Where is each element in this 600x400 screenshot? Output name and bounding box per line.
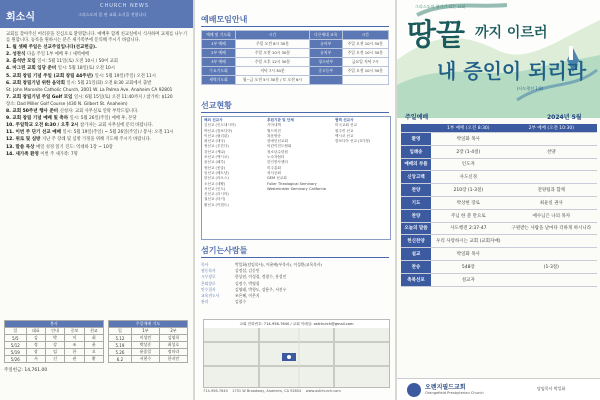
prayer-table [108,320,188,363]
order-value: 전양팀과 함께 [506,184,597,197]
list-item: 서선교 (인도) [204,186,226,191]
cover-tagline: 그리스도의 향기가 되는 교회 [415,4,466,9]
list-item: 한선교 (라오스) [204,176,229,181]
news-item-text: 다음 주일 1부 예배 후 / 새벽예배 [27,52,90,58]
news-item [6,88,188,94]
table-row [202,67,389,76]
table-cell: 5/19 [5,349,27,356]
service-label: 주일예배 [405,114,429,121]
news-item-heading: 12. 위로 및 심방 [6,137,42,143]
table-cell: 5.12 [109,335,132,342]
order-value: 찬양 [506,145,597,158]
church-map [203,319,390,388]
list-item: 청소년수련원 [267,149,288,154]
table-cell: 시간 [235,31,309,40]
news-item-text: 일시: 5월 21일(화) 오전 8:30 교회에서 출발 [66,80,152,86]
table-cell: 주일 오전 8시 30분 [235,40,309,49]
news-item [6,109,188,115]
order-header [401,124,597,133]
staff-names: 한상현, 이성철, 정광수, 홍성인 [235,274,287,280]
order-of-worship [401,124,597,287]
staff-role: 교육전도사 [201,293,220,299]
table-cell: 서 [26,356,45,363]
order-row [401,158,597,171]
news-item-text: 일시: 5월 19일(주일) 오전 11시 [94,73,156,79]
staff-role: 안수집사 [201,286,216,292]
order-label: 예배의 부름 [401,158,431,171]
order-value [506,235,597,248]
list-item: 윤선교 (페루) [204,160,226,165]
volunteer-table-header [5,328,104,335]
list-item: 박선교 (캄보디아) [204,128,233,133]
order-value: 인도자 [431,158,506,171]
table-cell: 박 [45,335,64,342]
mission-rule [201,112,389,113]
order-value [506,273,597,286]
list-item: 강선교 (케냐) [204,149,226,154]
order-label: 환영 [401,133,431,146]
news-item-text: 장소: Dad Miller Golf Course (430 N. Gilbert St. Anaheim) [6,101,128,107]
mission-column-title: 협력 선교사 [335,118,354,122]
order-label: 찬송 [401,260,431,273]
order-value: 210장 (1-3절) [431,184,506,197]
mission-title: 선교현황 [201,101,232,110]
order-row [401,273,597,286]
list-item: 신선교 (러시아) [204,192,229,197]
list-item: 미주총회 [267,165,281,170]
table-row [5,335,104,342]
news-item-text: 이번 주 새가족: 7명 [40,151,78,157]
table-row [202,40,389,49]
list-item: 복음방송 [267,133,281,138]
news-item-heading: 3. 출석반 모임 [6,59,38,65]
table-row [5,342,104,349]
news-item-heading: 7. 교회 창립기념 주일 Golf 모임 [6,94,74,100]
news-item-heading: 8. 교회 50주년 행사 준비 [6,109,60,115]
service-tables [4,320,190,373]
order-row [401,248,597,261]
list-item: 장선교 (몽골) [204,165,226,170]
table-header-cell: 2부 [159,328,187,335]
list-item: 권선교 (터키) [204,197,226,202]
news-item [6,45,188,51]
table-cell: 윤종일 [131,349,159,356]
table-cell: 1부 예배 [202,40,236,49]
order-value: 548장 [431,260,506,273]
table-cell: 황 [84,356,103,363]
order-value: 주님 한 분 만으로 [431,209,506,222]
table-cell: 수요기도회 [202,67,236,76]
order-value: (1-3절) [506,260,597,273]
table-cell: 주일 오전 10시 30분 [342,40,388,49]
worship-title: 예배모임안내 [201,15,248,24]
table-cell: 권 [65,356,84,363]
prayer-table-title: 주일예배 기도 [109,321,188,328]
table-cell [310,76,343,85]
order-value: 최윤실 권사 [506,196,597,209]
table-cell: 김영희 [159,335,187,342]
list-item: 정선교 (우간다) [204,144,229,149]
table-cell: 유아부 [310,40,343,49]
cover-title-small: 까지 이르러 [475,25,548,41]
news-item [6,66,188,72]
table-cell: 이성민 [131,335,159,342]
order-value: 우리 사랑하시는 교회 (교회자매) [431,235,506,248]
order-value [506,158,597,171]
news-item-text: 지난 주 장례 및 심방 가정을 위해 기도해 주시기 바랍니다. [41,137,152,143]
table-cell: 5/26 [5,356,27,363]
mission-column-partners [335,118,370,144]
table-cell: 5/12 [5,342,27,349]
staff-role: 목사 [201,262,209,267]
news-title: 회소식 [6,12,35,23]
list-item: Westminster Seminary California [267,186,327,191]
staff-role: 협동목사 [201,268,216,274]
table-cell: 강 [45,342,64,349]
list-item: 기아대책 [267,123,281,128]
order-row [401,209,597,222]
list-item: Fuller Theological Seminary [267,181,317,186]
order-value: 설교자 [431,273,506,286]
cover-title-second: 내 증인이 되리라 [437,59,587,83]
table-cell: 김 [26,335,45,342]
staff-names: 김철수 [235,299,247,305]
volunteer-table [4,320,104,363]
cover-hero [397,0,600,118]
offering-value: 14,761.00 [24,368,48,373]
footer-website: www.osfchurch.com [305,389,341,393]
staff-list [201,262,391,305]
church-footer [397,378,600,400]
table-header-cell: 일 [109,328,132,335]
list-item: 어린이전도협회 [267,144,292,149]
mission-column-overseas [204,118,236,208]
order-value: 박일화 목사 [431,248,506,261]
staff-role: 은퇴장로 [201,280,216,286]
table-cell: 3부 예배 [202,58,236,67]
news-item [6,152,188,158]
table-header-cell: 일 [5,328,27,335]
news-item-text: 일시: 5월 11일(토) 오전 10시 / 50여 교회 [37,59,118,65]
news-item [6,145,188,151]
table-cell: 한지민 [159,356,187,363]
mission-column-organizations [267,118,326,192]
mission-column-title: 해외 선교사 [204,118,223,122]
table-cell: 조 [65,342,84,349]
table-cell: 5.26 [109,349,132,356]
order-row [401,145,597,158]
offering-label: 주일헌금: [4,368,23,373]
order-header-cell: 2부 예배 (오전 10:30) [506,124,597,133]
staff-names: 김영태, 박형도, 강용주, 서진우 [235,286,287,292]
order-header-cell: 1부 예배 (오전 8:30) [431,124,506,133]
list-item: 임선교 (베트남) [204,170,229,175]
service-date: 2024년 5월 [547,114,582,121]
table-cell: 신 [45,356,64,363]
table-cell: 주일 오전 10시 30분 [342,49,388,58]
footer-phone: 714-956-7640 [203,389,228,393]
table-row [5,356,104,363]
news-list [6,32,188,159]
order-header-cell [401,124,431,133]
order-value: 2장 (1-4절) [431,145,506,158]
table-cell: 6.2 [109,356,132,363]
staff-names: 조은혜, 이은지 [235,293,260,299]
staff-names: 김정섭, 김동민 [235,268,260,274]
news-subtitle: 그리스도의 몸 된 교회 소식을 전합니다 [78,12,147,17]
news-item [6,59,188,65]
order-row [401,184,597,197]
news-item-heading: 14. 새가족 환영 [6,151,41,157]
table-cell: 임 [45,349,64,356]
table-cell: 서현수 [131,356,159,363]
staff-title: 섬기는사람들 [201,246,248,255]
table-row [202,58,389,67]
church-contact-line: 교회 전화번호: 714-956-7640 / 교회 이메일: osfchurch@gmail.com [204,320,389,329]
table-cell: 이 [65,335,84,342]
order-value: 예수님은 나의 목자 [506,209,597,222]
table-header-cell: 중보 [65,328,84,335]
news-item-heading: 4. 마그린 교회 입당 준비 [6,66,58,72]
footer-address: 1751 W Broadway, Anaheim, CA 92804 [232,389,302,393]
news-item [6,130,188,136]
news-item [6,81,188,87]
order-label: 오늘의 말씀 [401,222,431,235]
staff-rule [201,257,389,258]
order-row [401,235,597,248]
order-value [506,133,597,146]
news-item [6,102,188,108]
news-item-text: St. John Maronite Catholic Church, 2001 W. La Palma Ave. Anaheim CA 92801 [6,87,173,93]
staff-names: 김정수, 박영철 [235,280,260,286]
order-row [401,196,597,209]
order-label: 헌신찬양 [401,235,431,248]
staff-row [201,299,391,305]
table-header-cell: 친교 [84,328,103,335]
table-cell: 한 [65,349,84,356]
order-value: 사도신경 [431,171,506,184]
prayer-table-header [109,328,188,335]
news-item-text: 일시: 5월 26일(주일) 예배 후, 본당 [69,116,137,122]
table-cell: 주일 오전 10시 30분 [342,67,388,76]
table-row [109,356,188,363]
order-value [506,248,597,261]
table-row [202,49,389,58]
news-item-heading: 13. 말씀 묵상 [6,144,37,150]
table-row [202,76,389,85]
news-item-text: 일시: 6월 15일(토) 오전 11:40까지 / 참가비: $120 [74,94,173,100]
map-illustration [204,328,389,387]
list-item: 노숙자쉼터 [267,155,285,160]
table-cell: 5.19 [109,342,132,349]
list-item: 장애인선교회 [267,139,288,144]
table-cell: 오 [84,349,103,356]
news-item [6,123,188,129]
table-header-cell: 대표 [26,328,45,335]
table-cell: 저녁 7시 30분 [235,67,309,76]
order-label: 기도 [401,196,431,209]
staff-role: 시무장로 [201,274,216,280]
news-item-heading: 9. 교회 창립 기념 예배 및 축하 [6,116,70,122]
order-row [401,133,597,146]
table-cell: 예배 및 기도회 [202,31,236,40]
table-cell: 박상준 [131,342,159,349]
mission-column-title: 후원기관 및 단체 [267,118,294,122]
church-name-english: Orangefield Presbyterian Church [425,391,484,395]
table-cell: 2부 예배 [202,49,236,58]
news-item-heading: 11. 이번 주 단기 선교 예배 [6,130,63,136]
list-item: 김선교 (인도네시아) [204,123,236,128]
news-header [0,0,193,28]
table-cell: 시간 [342,31,388,40]
table-cell: 정미라 [159,349,187,356]
table-cell: 새벽기도회 [202,76,236,85]
table-cell: 장 [26,349,45,356]
news-panel [0,0,193,400]
news-item [6,116,188,122]
table-cell: 다른세대 교육 [310,31,343,40]
news-item-text: 신청자: 교회 사무실로 연락 부탁드립니다. [59,109,139,115]
table-cell: 중고등부 [310,67,343,76]
news-item-heading: 5. 교회 창립 기념 주일 (교회 창립 44주년) [6,73,95,79]
staff-role: 관리 [201,299,209,305]
staff-names: 박일화(담임목사), 어윤배(부목사), 이성환(교육목사) [235,262,323,267]
order-label: 찬양 [401,209,431,222]
table-cell: 최성호 [159,342,187,349]
table-cell: 윤 [84,342,103,349]
order-label: 축복선포 [401,273,431,286]
church-name: 오렌지필드교회 [425,384,466,391]
list-item: 멕시코 선교 [335,133,354,138]
news-item-heading: 2. 성찬식 [6,52,28,58]
table-cell: 유치부 [310,49,343,58]
table-cell: 주일 오전 10시 30분 [235,49,309,58]
table-cell: 금요일 저녁 7시 [342,58,388,67]
list-item: 월드비전 [267,128,281,133]
order-label: 설교 [401,248,431,261]
table-row [109,335,188,342]
list-item: GEM 선교회 [267,176,287,181]
order-row [401,222,597,235]
volunteer-table-title: 봉사 [5,321,104,328]
list-item: 최선교 (태국) [204,139,226,144]
table-cell: 월~금 오전 5시 30분 / 토 오전 6시 [235,76,309,85]
list-item: 황선교 (이집트) [204,202,229,207]
news-item-heading: 10. 주일학교 오전 8:30 / 오후 2시 [6,123,81,129]
news-item-text: 참가자는 교회 사무실에 문의 바랍니다. [80,123,154,129]
news-item-heading: 6. 교회 창립기념 위한 음악회 [6,80,67,86]
cover-verse-ref: (사도행전 1:8) [517,86,544,91]
news-item-text: 일시: 5월 19일(주일) ~ 5월 26일(주일) / 봉사: 오전 11시 [62,130,174,136]
news-english-title: CHURCH NEWS [100,3,149,9]
list-item: 한인봉사센터 [267,160,288,165]
list-item: 조선교 (멕시코) [204,155,229,160]
list-item: 오선교 (네팔) [204,181,226,186]
news-item-text: 일시: 5월 18일(토) 오전 10시 [57,66,115,72]
list-item: 캄보디아 선교 (3가정) [335,139,371,144]
order-value: 박일화 목사 [431,133,506,146]
table-cell [342,76,388,85]
table-header-cell: 1부 [131,328,159,335]
news-item [6,52,188,58]
table-cell: 정 [26,342,45,349]
list-item: 이선교 (필리핀) [204,133,229,138]
contact-footer [203,389,341,393]
list-item: 원주민 선교 [335,128,354,133]
news-item [6,74,188,80]
list-item: 성서공회 [267,170,281,175]
order-value: 구원받는 사람을 날마다 더하게 하시니라 [506,222,597,235]
news-item-heading: 1. 월 셋째 주일은 선교주일입니다(선교헌금). [6,45,97,51]
cover-panel [397,0,600,400]
table-cell: 5/5 [5,335,27,342]
table-row [109,342,188,349]
news-item-text: 매일 성경 읽기 진도: 역대하 1장 ~ 10장 [36,144,113,150]
news-item [6,95,188,101]
cover-title-big: 땅끝 [407,18,465,53]
order-value [506,171,597,184]
order-label: 찬양 [401,184,431,197]
table-row [109,349,188,356]
table-cell: 최 [84,335,103,342]
table-row [5,349,104,356]
news-item [6,32,188,44]
church-logo-icon [407,383,421,397]
table-row [202,31,389,40]
order-value: 박상현 장로 [431,196,506,209]
table-cell: 주일 오후 12시 30분 [235,58,309,67]
list-item: 미국교회 선교 [335,123,357,128]
order-row [401,171,597,184]
order-row [401,260,597,273]
table-header-cell: 안내 [45,328,64,335]
worship-table [201,30,389,85]
table-cell: 청소년부 [310,58,343,67]
order-label: 입례송 [401,145,431,158]
info-panel [195,0,395,400]
news-item-text: 교회를 찾아주신 여러분을 진심으로 환영합니다. 예배후 함께 친교실에서 식사하며 교제를 나누기를 원합니다. 등록을 원하시는 분은 새가족부에 문의해 주시기 바랍니다. [6,32,188,44]
order-value: 사도행전 2:37-47 [431,222,506,235]
news-item [6,137,188,143]
worship-rule [201,26,389,27]
order-label: 신앙고백 [401,171,431,184]
church-pastor: 담임목사 박일화 [537,386,566,391]
